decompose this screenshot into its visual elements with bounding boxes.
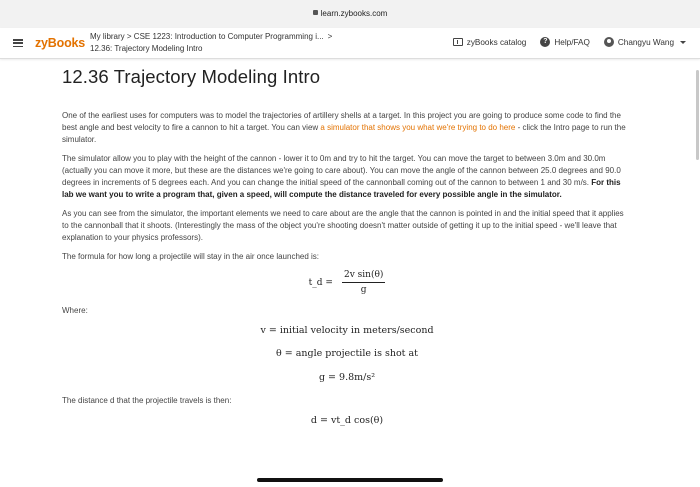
zybooks-logo[interactable]: zyBooks [35,36,86,50]
header-nav [439,37,686,47]
formula-intro: The formula for how long a projectile will stay in the air once launched is: [62,252,320,261]
breadcrumb-section: 12.36: Trajectory Modeling Intro [90,44,203,53]
where-label: Where: [62,306,88,315]
book-icon [453,38,463,46]
gravity-definition: g = 9.8m/s² [318,372,376,383]
menu-icon[interactable] [13,39,23,47]
user-avatar-icon [604,37,614,47]
breadcrumb-course-link[interactable]: My library > CSE 1223: Introduction to Computer Programming i... [90,32,324,41]
catalog-link[interactable] [453,38,527,47]
lab-goal-text: For this lab we want you to write a program that, given a speed, will compute the distance traveled for every possible angle in the simulator. [62,178,621,199]
lock-icon [313,10,318,15]
section-content [62,66,632,426]
catalog-label: zyBooks catalog [466,37,527,47]
time-formula-numerator: 2v sin(θ) [342,270,385,283]
browser-url-bar[interactable] [0,0,700,28]
elements-paragraph: As you can see from the simulator, the important elements we need to care about are the angle that the cannon is pointed in and the initial speed that it applies to the cannonball that it shoots. (Interestingly the mass of the object you're shooting doesn't matter outside of getting it up to the initial speed - we'll leave that explanation to your physics professors). [62,209,624,242]
url-text: learn.zybooks.com [320,9,388,18]
simulator-link[interactable]: a simulator that shows you what we're trying to do here [320,123,516,132]
angle-definition: θ = angle projectile is shot at [276,348,418,359]
chevron-down-icon [680,41,686,44]
user-name: Changyu Wang [617,37,674,47]
zybooks-header [0,28,700,59]
simulator-paragraph: The simulator allow you to play with the height of the cannon - lower it to 0m and try to hit the target. You can move the target to between 3.0m and 30.0m (actually you can move it more, but these are the distances we're going to care about). You can move the angle of the cannon between 25.0 degrees and 90.0 degrees in increments of 5 degrees each. And you can change the initial speed of the cannonball coming out of the cannon to between 1 and 30 m/s. For this lab we want you to write a program that, given a speed, will compute the distance traveled for every possible angle in the simulator. [62,154,621,199]
breadcrumb-chevron[interactable]: > [327,32,333,41]
user-menu[interactable] [604,37,686,47]
page-title: 12.36 Trajectory Modeling Intro [62,66,321,87]
intro-paragraph: One of the earliest uses for computers was to model the trajectories of artillery shells at a target. In this project you are going to produce some code to find the best angle and best velocity to fire a cannon to hit a target. You can view a simulator that shows you what we're trying to do here - click the Intro page to run the simulator. [62,111,626,144]
velocity-definition: v = initial velocity in meters/second [260,325,434,336]
time-formula [62,270,632,295]
distance-intro: The distance d that the projectile travels is then: [62,396,232,405]
help-label: Help/FAQ [554,37,590,47]
help-link[interactable] [540,37,590,47]
url-display[interactable] [0,9,700,18]
breadcrumb [90,31,332,55]
distance-formula: d = vt_d cos(θ) [310,415,384,426]
time-formula-lhs: t_d = [308,277,333,288]
help-icon: ? [540,37,550,47]
page-scrollbar[interactable] [696,70,699,160]
home-indicator[interactable] [257,478,443,482]
time-formula-denominator: g [360,285,367,295]
